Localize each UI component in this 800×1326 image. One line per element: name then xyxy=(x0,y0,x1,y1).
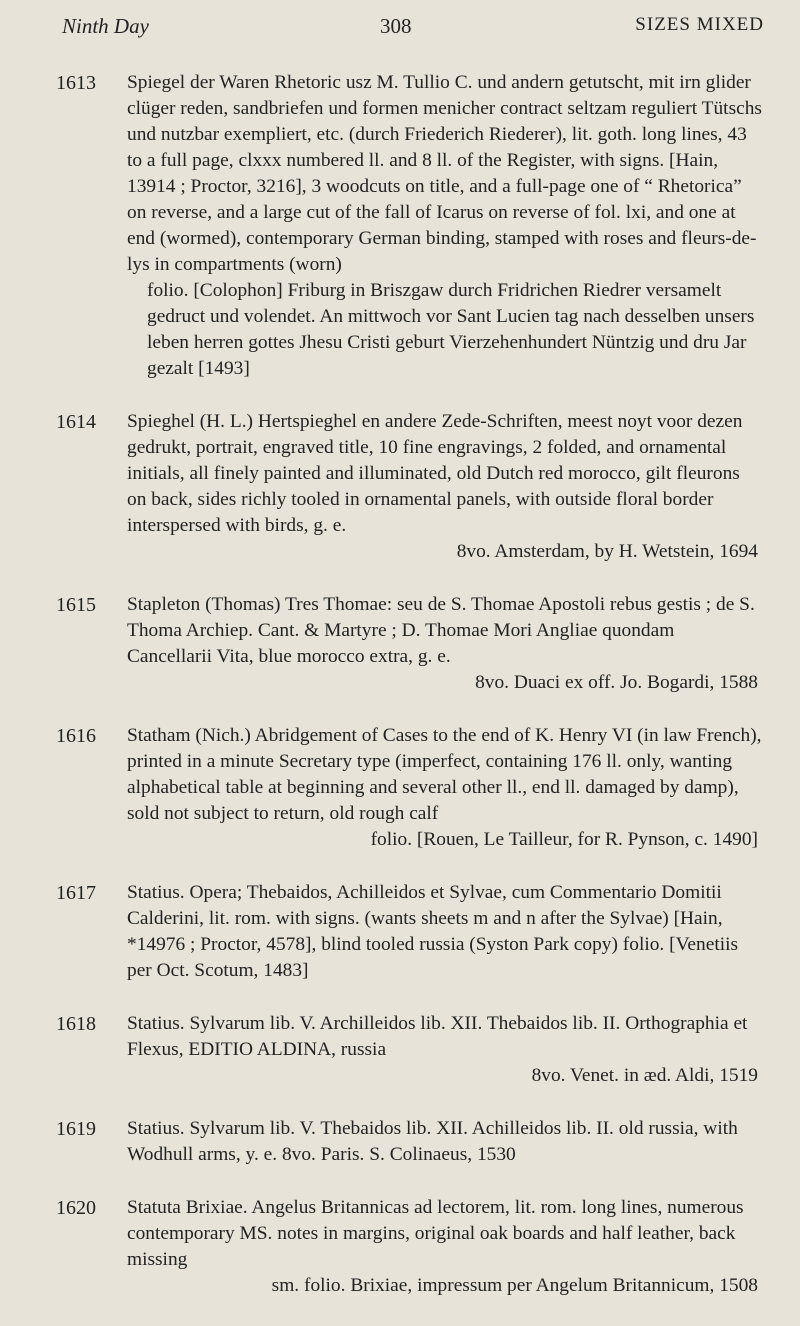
lot-text: Statham (Nich.) Abridgement of Cases to the end of K. Henry VI (in law French), printed in a minute Secretary type (imperfect, containing 176 ll. only, wanting alphabetical table at beginning and several other ll., end ll. damaged by damp), sold not subject to return, old rough calf xyxy=(127,725,762,824)
lot-description xyxy=(127,70,764,382)
lot-entry xyxy=(56,70,764,382)
lot-description xyxy=(127,1011,764,1089)
lot-text: Statius. Opera; Thebaidos, Achilleidos et Sylvae, cum Commentario Domitii Calderini, lit. rom. with signs. (wants sheets m and n after the Sylvae) [Hain, *14976 ; Proctor, 4578], blind tooled russia (Syston Park copy) folio. [Venetiis per Oct. Scotum, 1483] xyxy=(127,882,739,981)
lot-entry xyxy=(56,592,764,696)
page-number: 308 xyxy=(380,14,412,38)
lot-entry xyxy=(56,1195,764,1299)
header-section: SIZES MIXED xyxy=(635,14,764,35)
lot-list xyxy=(56,70,764,1326)
lot-number: 1616 xyxy=(56,725,96,747)
lot-imprint: 8vo. Amsterdam, by H. Wetstein, 1694 xyxy=(456,541,758,562)
lot-entry xyxy=(56,880,764,984)
lot-description xyxy=(127,409,764,565)
lot-description xyxy=(127,1195,764,1299)
lot-number: 1614 xyxy=(56,411,96,433)
lot-description xyxy=(127,723,764,853)
lot-number: 1618 xyxy=(56,1013,96,1035)
lot-text: Statius. Sylvarum lib. V. Archilleidos lib. XII. Thebaidos lib. II. Orthographia et Flexus, EDITIO ALDINA, russia xyxy=(127,1013,748,1060)
lot-text: Statuta Brixiae. Angelus Britannicas ad lectorem, lit. rom. long lines, numerous contemporary MS. notes in margins, original oak boards and half leather, back missing xyxy=(127,1197,744,1270)
lot-entry xyxy=(56,409,764,565)
lot-entry xyxy=(56,1011,764,1089)
lot-imprint: folio. [Rouen, Le Tailleur, for R. Pynson, c. 1490] xyxy=(370,829,758,850)
lot-text: Spieghel (H. L.) Hertspieghel en andere Zede-Schriften, meest noyt voor dezen gedrukt, portrait, engraved title, 10 fine engravings, 2 folded, and ornamental initials, all finely painted and illuminated, old Dutch red morocco, gilt fleurons on back, sides richly tooled in ornamental panels, with outside floral border interspersed with birds, g. e. xyxy=(127,411,743,536)
lot-imprint: 8vo. Duaci ex off. Jo. Bogardi, 1588 xyxy=(475,672,758,693)
lot-number: 1619 xyxy=(56,1118,96,1140)
lot-text: Stapleton (Thomas) Tres Thomae: seu de S. Thomae Apostoli rebus gestis ; de S. Thoma Archiep. Cant. & Martyre ; D. Thomae Mori Angliae quondam Cancellarii Vita, blue morocco extra, g. e. xyxy=(127,594,755,667)
running-header xyxy=(62,14,764,44)
lot-number: 1613 xyxy=(56,72,96,94)
lot-number: 1615 xyxy=(56,594,96,616)
lot-imprint: sm. folio. Brixiae, impressum per Angelum Britannicum, 1508 xyxy=(271,1275,758,1296)
lot-description xyxy=(127,880,764,984)
lot-text: Spiegel der Waren Rhetoric usz M. Tullio C. und andern getutscht, mit irn glider clüger reden, sandbriefen und formen menicher contract seltzam reguliert Tütschs und nutzbar exempliert, etc. (durch Friederich Riederer), lit. goth. long lines, 43 to a full page, clxxx numbered ll. and 8 ll. of the Register, with signs. [Hain, 13914 ; Proctor, 3216], 3 woodcuts on title, and a full-page one of “ Rhetorica” on reverse, and a large cut of the fall of Icarus on reverse of fol. lxi, and one at end (wormed), contemporary German binding, stamped with roses and fleurs-de-lys in compartments (worn) xyxy=(127,72,762,275)
header-day: Ninth Day xyxy=(62,14,149,38)
lot-imprint: 8vo. Venet. in æd. Aldi, 1519 xyxy=(531,1065,758,1086)
lot-description xyxy=(127,1116,764,1168)
lot-entry xyxy=(56,723,764,853)
lot-text: Statius. Sylvarum lib. V. Thebaidos lib. XII. Achilleidos lib. II. old russia, with Wodhull arms, y. e. 8vo. Paris. S. Colinaeus, 1530 xyxy=(127,1118,738,1165)
lot-colophon: folio. [Colophon] Friburg in Briszgaw durch Fridrichen Riedrer versamelt gedruct und volendet. An mittwoch vor Sant Lucien tag nach desselben unsers leben herren gottes Jhesu Cristi geburt Vierzehenhundert Nüntzig und dru Jar gezalt [1493] xyxy=(147,280,755,379)
lot-number: 1620 xyxy=(56,1197,96,1219)
lot-description xyxy=(127,592,764,696)
lot-entry xyxy=(56,1116,764,1168)
lot-number: 1617 xyxy=(56,882,96,904)
